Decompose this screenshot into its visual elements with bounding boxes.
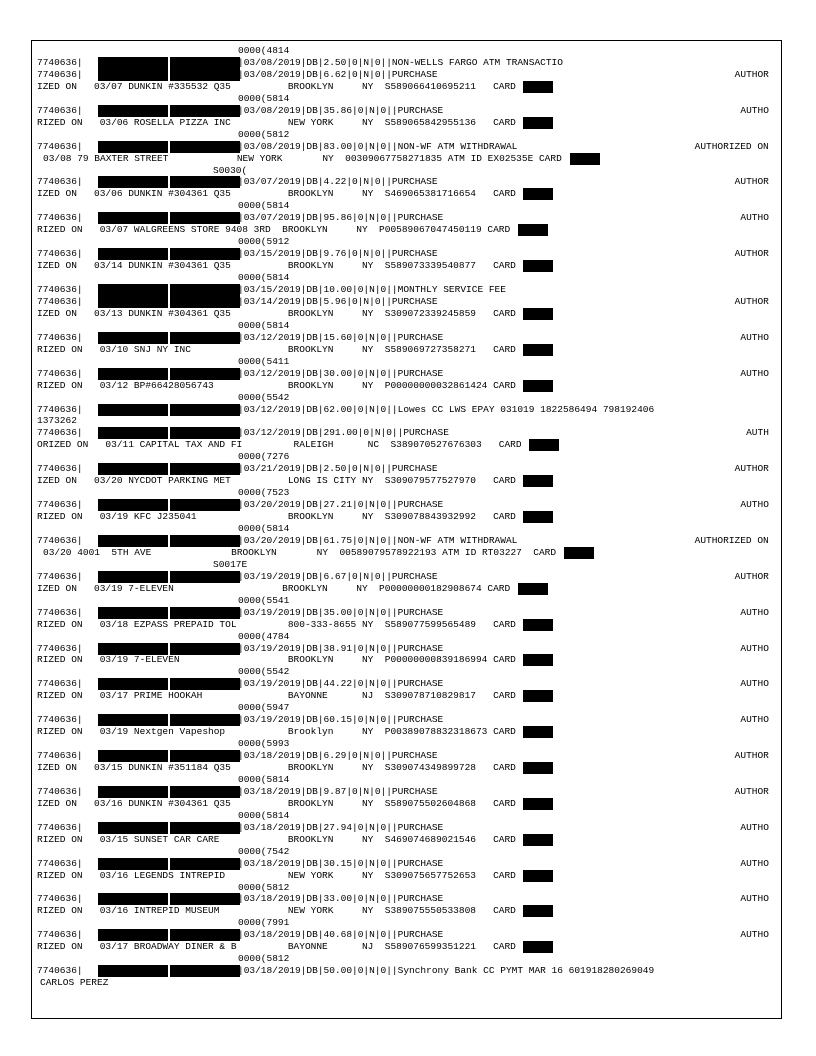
line-text: 0000(5812 <box>238 881 290 893</box>
line-text: IZED ON 03/19 7-ELEVEN BROOKLYN NY P00000000182908674 CARD <box>37 582 511 594</box>
line-text: 7740636| <box>37 499 83 511</box>
line-text: 7740636| <box>37 212 83 224</box>
card-number-redaction <box>523 654 553 666</box>
redaction-box <box>98 607 168 619</box>
card-number-redaction <box>523 475 553 487</box>
line-text: 7740636| <box>37 104 83 116</box>
authorization-label: AUTHO <box>740 606 769 618</box>
redaction-box <box>98 69 168 81</box>
redaction-box <box>98 248 168 260</box>
line-text: 7740636| <box>37 750 83 762</box>
line-text: S0030( <box>213 164 248 176</box>
line-text: 7740636| <box>37 714 83 726</box>
line-text: S0017E <box>213 558 248 570</box>
line-text: 7740636| <box>37 56 83 68</box>
card-number-redaction <box>523 762 553 774</box>
redaction-box <box>98 929 168 941</box>
redaction-box <box>98 105 168 117</box>
line-text: 7740636| <box>37 295 83 307</box>
transaction-record: |03/18/2019|DB|27.94|0|N|0||PURCHASE <box>238 821 444 833</box>
redaction-box <box>170 750 240 762</box>
redaction-box <box>170 284 240 296</box>
line-text: RIZED ON 03/15 SUNSET CAR CARE BROOKLYN NY S469074689021546 CARD <box>37 833 516 845</box>
authorization-label: AUTHO <box>740 642 769 654</box>
line-text: 0000(5814 <box>238 200 290 212</box>
authorization-label: AUTHORIZED ON <box>694 534 769 546</box>
redaction-box <box>170 69 240 81</box>
redaction-box <box>98 404 168 416</box>
redaction-box <box>170 141 240 153</box>
line-text: 0000(7276 <box>238 451 290 463</box>
authorization-label: AUTHO <box>740 678 769 690</box>
card-number-redaction <box>523 798 553 810</box>
card-number-redaction <box>523 188 553 200</box>
line-text: 7740636| <box>37 367 83 379</box>
card-number-redaction <box>523 690 553 702</box>
authorization-label: AUTHO <box>740 367 769 379</box>
line-text: 03/20 4001 5TH AVE BROOKLYN NY 00589079578922193 ATM ID RT03227 CARD <box>43 546 557 558</box>
line-text: 0000(7523 <box>238 487 290 499</box>
line-text: RIZED ON 03/18 EZPASS PREPAID TOL 800-333-8655 NY S589077599565489 CARD <box>37 618 516 630</box>
transaction-record: |03/19/2019|DB|6.67|0|N|0||PURCHASE <box>238 570 438 582</box>
line-text: 0000(4814 <box>238 45 290 56</box>
line-text: RIZED ON 03/19 7-ELEVEN BROOKLYN NY P00000000839186994 CARD <box>37 654 516 666</box>
redaction-box <box>98 284 168 296</box>
authorization-label: AUTHOR <box>734 750 769 762</box>
line-text: 0000(5541 <box>238 594 290 606</box>
line-text: 7740636| <box>37 857 83 869</box>
redaction-box <box>170 535 240 547</box>
line-text: 1373262 <box>37 415 77 427</box>
transaction-record: |03/18/2019|DB|9.87|0|N|0||PURCHASE <box>238 785 438 797</box>
line-text: 0000(5411 <box>238 355 290 367</box>
line-text: RIZED ON 03/17 PRIME HOOKAH BAYONNE NJ S309078710829817 CARD <box>37 690 516 702</box>
redaction-box <box>98 535 168 547</box>
line-text: RIZED ON 03/17 BROADWAY DINER & B BAYONNE NJ S589076599351221 CARD <box>37 941 516 953</box>
line-text: CARLOS PEREZ <box>40 977 109 989</box>
redaction-box <box>98 368 168 380</box>
line-text: IZED ON 03/07 DUNKIN #335532 Q35 BROOKLYN NY S589066410695211 CARD <box>37 80 516 92</box>
redaction-box <box>170 714 240 726</box>
line-text: ORIZED ON 03/11 CAPITAL TAX AND FI RALEIGH NC S389070527676303 CARD <box>37 439 522 451</box>
line-text: 7740636| <box>37 570 83 582</box>
line-text: IZED ON 03/06 DUNKIN #304361 Q35 BROOKLYN NY S469065381716654 CARD <box>37 188 516 200</box>
transaction-record: |03/18/2019|DB|33.00|0|N|0||PURCHASE <box>238 893 444 905</box>
redaction-box <box>170 404 240 416</box>
line-text: 0000(4784 <box>238 630 290 642</box>
transaction-record: |03/12/2019|DB|62.00|0|N|0||Lowes CC LWS EPAY 031019 1822586494 798192406 <box>238 403 655 415</box>
line-text: 0000(5912 <box>238 236 290 248</box>
redaction-box <box>98 750 168 762</box>
card-number-redaction <box>518 583 548 595</box>
line-text: 0000(5814 <box>238 773 290 785</box>
line-text: 7740636| <box>37 929 83 941</box>
transaction-record: |03/18/2019|DB|6.29|0|N|0||PURCHASE <box>238 750 438 762</box>
transaction-record: |03/08/2019|DB|83.00|0|N|0||NON-WF ATM WITHDRAWAL <box>238 140 518 152</box>
line-text: 7740636| <box>37 678 83 690</box>
line-text: 7740636| <box>37 248 83 260</box>
transaction-record: |03/19/2019|DB|44.22|0|N|0||PURCHASE <box>238 678 444 690</box>
authorization-label: AUTHO <box>740 857 769 869</box>
line-text: 7740636| <box>37 965 83 977</box>
line-text: 7740636| <box>37 140 83 152</box>
line-text: 0000(5814 <box>238 809 290 821</box>
transaction-record: |03/21/2019|DB|2.50|0|N|0||PURCHASE <box>238 463 438 475</box>
transaction-record: |03/15/2019|DB|10.00|0|N|0||MONTHLY SERVICE FEE <box>238 284 506 295</box>
redaction-box <box>170 893 240 905</box>
redaction-box <box>98 57 168 69</box>
transaction-record: |03/18/2019|DB|40.68|0|N|0||PURCHASE <box>238 929 444 941</box>
authorization-label: AUTHOR <box>734 248 769 260</box>
redaction-box <box>170 858 240 870</box>
redaction-box <box>98 332 168 344</box>
redaction-box <box>170 571 240 583</box>
line-text: 7740636| <box>37 534 83 546</box>
card-number-redaction <box>523 380 553 392</box>
line-text: 7740636| <box>37 821 83 833</box>
redaction-box <box>98 176 168 188</box>
line-text: 0000(5812 <box>238 128 290 140</box>
transaction-record: |03/08/2019|DB|6.62|0|N|0||PURCHASE <box>238 68 438 80</box>
transaction-record: |03/08/2019|DB|2.50|0|N|0||NON-WELLS FARGO ATM TRANSACTIO <box>238 56 563 68</box>
redaction-box <box>98 858 168 870</box>
transaction-record: |03/18/2019|DB|30.15|0|N|0||PURCHASE <box>238 857 444 869</box>
transaction-record: |03/18/2019|DB|50.00|0|N|0||Synchrony Bank CC PYMT MAR 16 601918280269049 <box>238 965 655 977</box>
card-number-redaction <box>570 153 600 165</box>
card-number-redaction <box>564 547 594 559</box>
redaction-box <box>170 176 240 188</box>
authorization-label: AUTHO <box>740 929 769 941</box>
transaction-record: |03/07/2019|DB|4.22|0|N|0||PURCHASE <box>238 176 438 188</box>
line-text: 7740636| <box>37 331 83 343</box>
line-text: 0000(5993 <box>238 738 290 750</box>
authorization-label: AUTHOR <box>734 463 769 475</box>
line-text: 7740636| <box>37 176 83 188</box>
redaction-box <box>98 714 168 726</box>
authorization-label: AUTHO <box>740 893 769 905</box>
line-text: 7740636| <box>37 284 83 295</box>
line-text: 0000(5814 <box>238 92 290 104</box>
redaction-box <box>98 678 168 690</box>
card-number-redaction <box>523 344 553 356</box>
line-text: 0000(5814 <box>238 319 290 331</box>
line-text: 03/08 79 BAXTER STREET NEW YORK NY 00309067758271835 ATM ID EX02535E CARD <box>43 152 562 164</box>
redaction-box <box>170 427 240 439</box>
transaction-record: |03/12/2019|DB|15.60|0|N|0||PURCHASE <box>238 331 444 343</box>
redaction-box <box>170 607 240 619</box>
card-number-redaction <box>523 726 553 738</box>
redaction-box <box>170 212 240 224</box>
redaction-box <box>170 499 240 511</box>
card-number-redaction <box>523 870 553 882</box>
authorization-label: AUTHOR <box>734 176 769 188</box>
authorization-label: AUTHO <box>740 104 769 116</box>
line-text: IZED ON 03/14 DUNKIN #304361 Q35 BROOKLYN NY S589073339540877 CARD <box>37 260 516 272</box>
authorization-label: AUTHORIZED ON <box>694 140 769 152</box>
transaction-record: |03/08/2019|DB|35.86|0|N|0||PURCHASE <box>238 104 444 116</box>
redaction-box <box>98 499 168 511</box>
line-text: 0000(7991 <box>238 917 290 929</box>
authorization-label: AUTHOR <box>734 785 769 797</box>
line-text: RIZED ON 03/07 WALGREENS STORE 9408 3RD BROOKLYN NY P00589067047450119 CARD <box>37 224 511 236</box>
redaction-box <box>98 571 168 583</box>
transaction-record: |03/20/2019|DB|61.75|0|N|0||NON-WF ATM WITHDRAWAL <box>238 534 518 546</box>
redaction-box <box>170 643 240 655</box>
line-text: RIZED ON 03/12 BP#66428056743 BROOKLYN NY P00000000032861424 CARD <box>37 379 516 391</box>
redaction-box <box>98 212 168 224</box>
authorization-label: AUTH <box>746 427 769 439</box>
card-number-redaction <box>523 308 553 320</box>
transaction-record: |03/14/2019|DB|5.96|0|N|0||PURCHASE <box>238 295 438 307</box>
line-text: IZED ON 03/16 DUNKIN #304361 Q35 BROOKLYN NY S589075502604868 CARD <box>37 797 516 809</box>
authorization-label: AUTHOR <box>734 295 769 307</box>
redaction-box <box>98 893 168 905</box>
redaction-box <box>170 368 240 380</box>
line-text: 0000(5947 <box>238 702 290 714</box>
redaction-box <box>98 643 168 655</box>
line-text: RIZED ON 03/16 LEGENDS INTREPID NEW YORK NY S309075657752653 CARD <box>37 869 516 881</box>
line-text: 7740636| <box>37 606 83 618</box>
redaction-box <box>170 57 240 69</box>
card-number-redaction <box>523 511 553 523</box>
card-number-redaction <box>523 260 553 272</box>
line-text: 7740636| <box>37 68 83 80</box>
transaction-record: |03/19/2019|DB|35.00|0|N|0||PURCHASE <box>238 606 444 618</box>
line-text: 0000(5812 <box>238 953 290 965</box>
authorization-label: AUTHO <box>740 821 769 833</box>
line-text: RIZED ON 03/16 INTREPID MUSEUM NEW YORK NY S389075550533808 CARD <box>37 905 516 917</box>
line-text: IZED ON 03/15 DUNKIN #351184 Q35 BROOKLYN NY S309074349899728 CARD <box>37 762 516 773</box>
line-text: 7740636| <box>37 403 83 415</box>
redaction-box <box>98 141 168 153</box>
redaction-box <box>170 786 240 798</box>
transaction-record: |03/19/2019|DB|60.15|0|N|0||PURCHASE <box>238 714 444 726</box>
line-text: 0000(5542 <box>238 391 290 403</box>
line-text: RIZED ON 03/19 KFC J235041 BROOKLYN NY S309078843932992 CARD <box>37 511 516 523</box>
line-text: 7740636| <box>37 893 83 905</box>
redaction-box <box>170 296 240 308</box>
line-text: 0000(7542 <box>238 845 290 857</box>
redaction-box <box>98 822 168 834</box>
statement-page <box>31 40 782 1019</box>
card-number-redaction <box>523 941 553 953</box>
redaction-box <box>170 248 240 260</box>
card-number-redaction <box>523 905 553 917</box>
redaction-box <box>170 332 240 344</box>
redaction-box <box>98 463 168 475</box>
line-text: 0000(5542 <box>238 666 290 678</box>
card-number-redaction <box>523 619 553 631</box>
transaction-record: |03/15/2019|DB|9.76|0|N|0||PURCHASE <box>238 248 438 260</box>
line-text: RIZED ON 03/06 ROSELLA PIZZA INC NEW YORK NY S589065842955136 CARD <box>37 116 516 128</box>
line-text: IZED ON 03/20 NYCDOT PARKING MET LONG IS CITY NY S309079577527970 CARD <box>37 475 516 487</box>
transaction-record: |03/20/2019|DB|27.21|0|N|0||PURCHASE <box>238 499 444 511</box>
redaction-box <box>98 965 168 977</box>
line-text: IZED ON 03/13 DUNKIN #304361 Q35 BROOKLYN NY S309072339245859 CARD <box>37 307 516 319</box>
redaction-box <box>98 786 168 798</box>
transaction-record: |03/07/2019|DB|95.86|0|N|0||PURCHASE <box>238 212 444 224</box>
redaction-box <box>170 965 240 977</box>
line-text: 7740636| <box>37 427 83 439</box>
redaction-box <box>170 678 240 690</box>
transaction-record: |03/12/2019|DB|291.00|0|N|0||PURCHASE <box>238 427 449 439</box>
line-text: 7740636| <box>37 463 83 475</box>
line-text: RIZED ON 03/19 Nextgen Vapeshop Brooklyn NY P00389078832318673 CARD <box>37 726 516 738</box>
redaction-box <box>170 929 240 941</box>
redaction-box <box>98 296 168 308</box>
line-text: 0000(5814 <box>238 272 290 284</box>
line-text: 0000(5814 <box>238 523 290 534</box>
card-number-redaction <box>518 224 548 236</box>
authorization-label: AUTHOR <box>734 68 769 80</box>
authorization-label: AUTHO <box>740 499 769 511</box>
line-text: RIZED ON 03/10 SNJ NY INC BROOKLYN NY S589069727358271 CARD <box>37 343 516 355</box>
authorization-label: AUTHO <box>740 212 769 224</box>
card-number-redaction <box>523 117 553 129</box>
card-number-redaction <box>523 81 553 93</box>
redaction-box <box>98 427 168 439</box>
authorization-label: AUTHO <box>740 331 769 343</box>
redaction-box <box>170 822 240 834</box>
line-text: 7740636| <box>37 642 83 654</box>
card-number-redaction <box>523 834 553 846</box>
transaction-record: |03/12/2019|DB|30.00|0|N|0||PURCHASE <box>238 367 444 379</box>
card-number-redaction <box>529 439 559 451</box>
authorization-label: AUTHOR <box>734 570 769 582</box>
line-text: 7740636| <box>37 785 83 797</box>
redaction-box <box>170 105 240 117</box>
authorization-label: AUTHO <box>740 714 769 726</box>
redaction-box <box>170 463 240 475</box>
transaction-record: |03/19/2019|DB|38.91|0|N|0||PURCHASE <box>238 642 444 654</box>
